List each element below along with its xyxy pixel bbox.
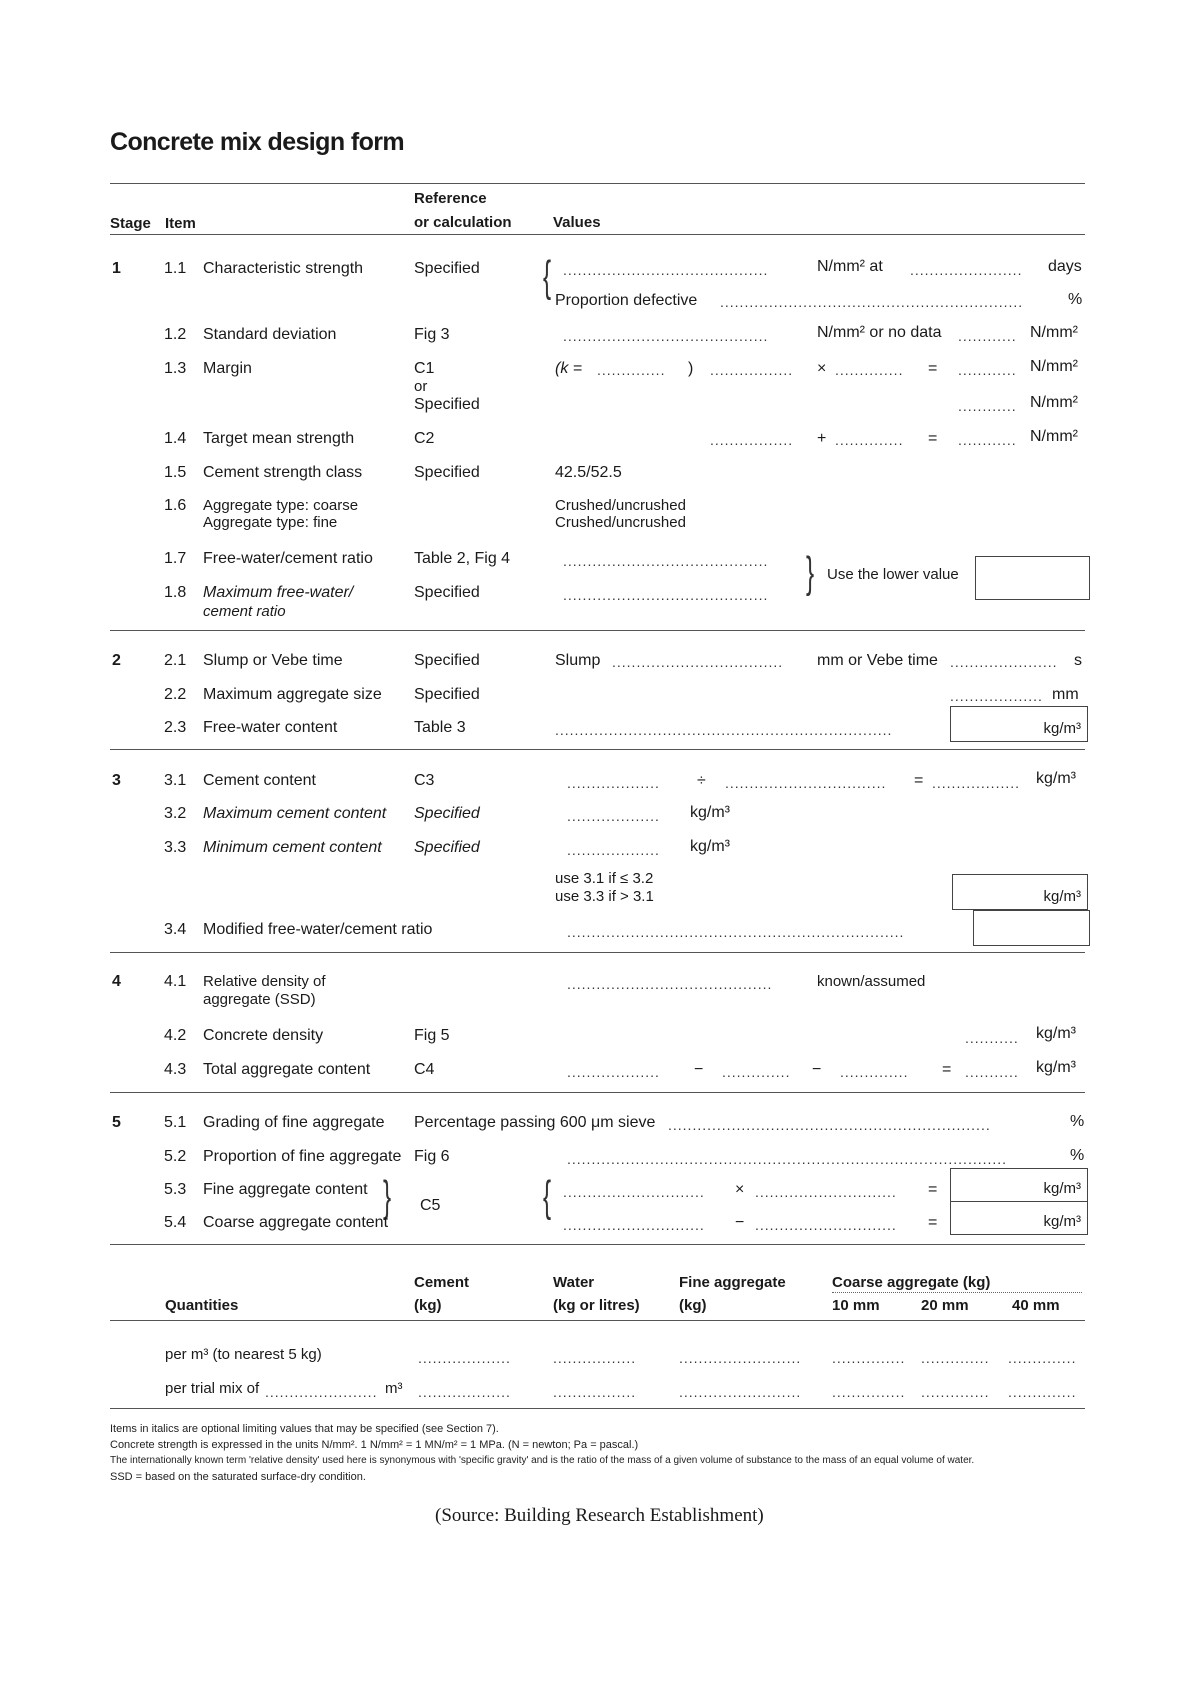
item-number: 3.1 bbox=[164, 772, 187, 789]
field-coarse-agg-b[interactable]: ............................. bbox=[755, 1217, 897, 1233]
label-proportion-defective: Proportion defective bbox=[555, 292, 698, 309]
item-margin: Margin bbox=[203, 360, 252, 377]
field-trial-20mm[interactable]: .............. bbox=[921, 1384, 990, 1400]
unit-nmm2-at: N/mm² at bbox=[817, 258, 883, 275]
item-slump-vebe: Slump or Vebe time bbox=[203, 652, 343, 669]
label-slump: Slump bbox=[555, 652, 601, 669]
col-10mm: 10 mm bbox=[832, 1297, 880, 1314]
ref-percentage-passing: Percentage passing 600 μm sieve bbox=[414, 1114, 656, 1131]
unit-kgm3: kg/m³ bbox=[1043, 1180, 1081, 1197]
unit-mm: mm bbox=[1052, 686, 1079, 703]
rule-use-3-3: use 3.3 if > 3.1 bbox=[555, 888, 654, 905]
bottom-rule bbox=[110, 1408, 1085, 1409]
ref-specified: Specified bbox=[414, 652, 480, 669]
op-minus: − bbox=[812, 1061, 822, 1078]
k-close: ) bbox=[688, 360, 694, 377]
item-fine-aggregate-content: Fine aggregate content bbox=[203, 1181, 368, 1198]
unit-nmm2: N/mm² bbox=[1030, 394, 1078, 411]
unit-kgm3: kg/m³ bbox=[1036, 1059, 1076, 1076]
brace-right: } bbox=[383, 1172, 392, 1221]
header-values: Values bbox=[553, 214, 601, 231]
brace-left: { bbox=[543, 252, 552, 301]
label-known-assumed: known/assumed bbox=[817, 973, 926, 990]
field-target-b[interactable]: .............. bbox=[835, 432, 904, 448]
item-number: 4.1 bbox=[164, 973, 187, 990]
header-rule bbox=[110, 234, 1085, 235]
ref-fig3: Fig 3 bbox=[414, 326, 450, 343]
unit-nmm2: N/mm² bbox=[1030, 358, 1078, 375]
unit-kgm3: kg/m³ bbox=[1036, 1025, 1076, 1042]
field-trial-water[interactable]: ................. bbox=[553, 1384, 637, 1400]
field-fine-agg-b[interactable]: ............................. bbox=[755, 1184, 897, 1200]
field-margin-a[interactable]: ................. bbox=[710, 362, 794, 378]
field-min-cement[interactable]: ................... bbox=[567, 842, 660, 858]
note-italics: Items in italics are optional limiting values that may be specified (see Section 7). bbox=[110, 1423, 499, 1435]
top-rule bbox=[110, 183, 1085, 184]
op-times: × bbox=[817, 360, 827, 377]
field-std-dev-value[interactable]: ............ bbox=[958, 328, 1017, 344]
unit-kgm3: kg/m³ bbox=[1043, 888, 1081, 905]
item-min-cement: Minimum cement content bbox=[203, 839, 382, 856]
item-aggregate-fine: Aggregate type: fine bbox=[203, 514, 338, 531]
quantities-rule bbox=[110, 1320, 1085, 1321]
field-vebe[interactable]: ...................... bbox=[950, 654, 1058, 670]
item-number: 4.2 bbox=[164, 1027, 187, 1044]
field-trial-cement[interactable]: ................... bbox=[418, 1384, 511, 1400]
item-modified-wc-ratio: Modified free-water/cement ratio bbox=[203, 921, 433, 938]
ref-c1: C1 bbox=[414, 360, 435, 377]
note-units: Concrete strength is expressed in the units N/mm². 1 N/mm² = 1 MN/m² = 1 MPa. (N = newton; Pa = pascal.) bbox=[110, 1439, 639, 1451]
field-cement-a[interactable]: ................... bbox=[567, 775, 660, 791]
op-equals: = bbox=[928, 1214, 938, 1231]
field-cement-result[interactable]: .................. bbox=[932, 775, 1021, 791]
item-max-wc-ratio-2: cement ratio bbox=[203, 603, 286, 620]
item-total-aggregate: Total aggregate content bbox=[203, 1061, 371, 1078]
unit-kgm3: kg/m³ bbox=[690, 838, 730, 855]
item-number: 1.6 bbox=[164, 497, 187, 514]
ref-c4: C4 bbox=[414, 1061, 435, 1078]
field-margin-b[interactable]: .............. bbox=[835, 362, 904, 378]
item-aggregate-coarse: Aggregate type: coarse bbox=[203, 497, 359, 514]
op-equals: = bbox=[928, 430, 938, 447]
field-total-agg-c[interactable]: .............. bbox=[840, 1064, 909, 1080]
field-per-m3-water[interactable]: ................. bbox=[553, 1350, 637, 1366]
field-cement-b[interactable]: ................................. bbox=[725, 775, 887, 791]
unit-no-data: N/mm² or no data bbox=[817, 324, 942, 341]
stage-rule bbox=[110, 1244, 1085, 1245]
ref-table3: Table 3 bbox=[414, 719, 466, 736]
op-equals: = bbox=[928, 1181, 938, 1198]
field-per-m3-40mm[interactable]: .............. bbox=[1008, 1350, 1077, 1366]
ref-specified: Specified bbox=[414, 686, 480, 703]
stage-rule bbox=[110, 952, 1085, 953]
item-relative-density: Relative density of bbox=[203, 973, 326, 990]
field-grading-fine[interactable]: .................................................................. bbox=[668, 1117, 991, 1133]
col-coarse-aggregate: Coarse aggregate (kg) bbox=[832, 1274, 991, 1291]
stage-3: 3 bbox=[112, 772, 121, 789]
op-equals: = bbox=[928, 360, 938, 377]
k-label: (k = bbox=[555, 360, 583, 377]
item-number: 2.2 bbox=[164, 686, 187, 703]
row-per-m3: per m³ (to nearest 5 kg) bbox=[165, 1346, 322, 1363]
brace-right: } bbox=[806, 548, 815, 597]
field-per-m3-10mm[interactable]: ............... bbox=[832, 1350, 906, 1366]
source-credit: (Source: Building Research Establishment) bbox=[435, 1505, 764, 1526]
unit-percent: % bbox=[1070, 1147, 1085, 1164]
row-per-trial-mix: per trial mix of bbox=[165, 1380, 260, 1397]
result-box-coarse-agg[interactable] bbox=[950, 1201, 1088, 1235]
field-trial-40mm[interactable]: .............. bbox=[1008, 1384, 1077, 1400]
field-per-m3-fine[interactable]: ......................... bbox=[679, 1350, 802, 1366]
item-number: 3.3 bbox=[164, 839, 187, 856]
field-days[interactable]: ....................... bbox=[910, 262, 1023, 278]
note-relative-density: The internationally known term 'relative density' used here is synonymous with 'specific gravity' and is the ratio of the mass of a given volume of substance to the mass of an equal volume of water. bbox=[110, 1455, 975, 1466]
ref-c2: C2 bbox=[414, 430, 435, 447]
field-concrete-density[interactable]: ........... bbox=[965, 1030, 1019, 1046]
field-proportion-fine[interactable]: .......................................................................................... bbox=[567, 1151, 1008, 1167]
field-strength[interactable]: .......................................... bbox=[563, 262, 769, 278]
field-trial-volume[interactable]: ....................... bbox=[265, 1384, 378, 1400]
brace-left: { bbox=[543, 1172, 552, 1221]
item-number: 4.3 bbox=[164, 1061, 187, 1078]
note-ssd: SSD = based on the saturated surface-dry condition. bbox=[110, 1471, 366, 1483]
ref-specified: Specified bbox=[414, 396, 480, 413]
item-number: 5.1 bbox=[164, 1114, 187, 1131]
value-cement-class: 42.5/52.5 bbox=[555, 464, 622, 481]
field-margin-result[interactable]: ............ bbox=[958, 362, 1017, 378]
field-free-water[interactable]: ..................................................................... bbox=[555, 722, 893, 738]
item-relative-density-2: aggregate (SSD) bbox=[203, 991, 316, 1008]
field-max-cement[interactable]: ................... bbox=[567, 808, 660, 824]
ref-table2-fig4: Table 2, Fig 4 bbox=[414, 550, 511, 567]
unit-kgm3: kg/m³ bbox=[1043, 1213, 1081, 1230]
op-minus: − bbox=[735, 1214, 745, 1231]
unit-kgm3: kg/m³ bbox=[690, 804, 730, 821]
ref-specified: Specified bbox=[414, 584, 480, 601]
field-per-m3-20mm[interactable]: .............. bbox=[921, 1350, 990, 1366]
item-number: 3.4 bbox=[164, 921, 187, 938]
col-fine-aggregate: Fine aggregate bbox=[679, 1274, 786, 1291]
item-concrete-density: Concrete density bbox=[203, 1027, 324, 1044]
item-number: 2.1 bbox=[164, 652, 187, 669]
field-slump[interactable]: ................................... bbox=[612, 654, 784, 670]
field-per-m3-cement[interactable]: ................... bbox=[418, 1350, 511, 1366]
field-total-agg-result[interactable]: ........... bbox=[965, 1064, 1019, 1080]
ref-specified: Specified bbox=[414, 805, 480, 822]
item-proportion-fine: Proportion of fine aggregate bbox=[203, 1148, 402, 1165]
item-number: 1.2 bbox=[164, 326, 187, 343]
field-wc-ratio[interactable]: .......................................... bbox=[563, 553, 769, 569]
field-k[interactable]: .............. bbox=[597, 362, 666, 378]
ref-specified: Specified bbox=[414, 260, 480, 277]
unit-days: days bbox=[1048, 258, 1082, 275]
stage-rule bbox=[110, 749, 1085, 750]
item-number: 1.4 bbox=[164, 430, 187, 447]
op-minus: − bbox=[694, 1061, 704, 1078]
item-characteristic-strength: Characteristic strength bbox=[203, 260, 364, 277]
ref-specified: Specified bbox=[414, 464, 480, 481]
col-water-unit: (kg or litres) bbox=[553, 1297, 640, 1314]
header-reference: Reference bbox=[414, 190, 487, 207]
field-proportion-defective[interactable]: .............................................................. bbox=[720, 294, 1024, 310]
item-number: 1.1 bbox=[164, 260, 187, 277]
item-number: 1.7 bbox=[164, 550, 187, 567]
item-number: 2.3 bbox=[164, 719, 187, 736]
label-use-lower: Use the lower value bbox=[827, 566, 959, 583]
field-max-aggregate[interactable]: ................... bbox=[950, 688, 1043, 704]
field-max-wc-ratio[interactable]: .......................................... bbox=[563, 587, 769, 603]
header-reference-calc: or calculation bbox=[414, 214, 512, 231]
col-20mm: 20 mm bbox=[921, 1297, 969, 1314]
stage-5: 5 bbox=[112, 1114, 121, 1131]
op-equals: = bbox=[914, 772, 924, 789]
item-target-mean-strength: Target mean strength bbox=[203, 430, 355, 447]
value-coarse-crushed: Crushed/uncrushed bbox=[555, 497, 686, 514]
item-grading-fine: Grading of fine aggregate bbox=[203, 1114, 385, 1131]
ref-fig6: Fig 6 bbox=[414, 1148, 450, 1165]
ref-c3: C3 bbox=[414, 772, 435, 789]
op-equals: = bbox=[942, 1061, 952, 1078]
item-coarse-aggregate-content: Coarse aggregate content bbox=[203, 1214, 389, 1231]
field-target-a[interactable]: ................. bbox=[710, 432, 794, 448]
unit-nmm2: N/mm² bbox=[1030, 324, 1078, 341]
coarse-underline bbox=[832, 1292, 1082, 1293]
field-modified-wc[interactable]: ..................................................................... bbox=[567, 924, 905, 940]
field-target-result[interactable]: ............ bbox=[958, 432, 1017, 448]
field-coarse-agg-a[interactable]: ............................. bbox=[563, 1217, 705, 1233]
op-times: × bbox=[735, 1181, 745, 1198]
item-number: 1.8 bbox=[164, 584, 187, 601]
form-title: Concrete mix design form bbox=[110, 128, 404, 156]
item-max-cement: Maximum cement content bbox=[203, 805, 387, 822]
ref-specified: Specified bbox=[414, 839, 480, 856]
field-trial-10mm[interactable]: ............... bbox=[832, 1384, 906, 1400]
ref-or: or bbox=[414, 378, 428, 395]
unit-nmm2: N/mm² bbox=[1030, 428, 1078, 445]
unit-percent: % bbox=[1070, 1113, 1085, 1130]
unit-s: s bbox=[1074, 652, 1082, 669]
item-number: 1.5 bbox=[164, 464, 187, 481]
item-max-wc-ratio: Maximum free-water/ bbox=[203, 584, 354, 601]
value-fine-crushed: Crushed/uncrushed bbox=[555, 514, 686, 531]
unit-mm-vebe: mm or Vebe time bbox=[817, 652, 938, 669]
op-divide: ÷ bbox=[697, 772, 706, 789]
unit-kgm3: kg/m³ bbox=[1036, 770, 1076, 787]
result-box-free-water[interactable] bbox=[950, 706, 1088, 742]
unit-m3: m³ bbox=[385, 1380, 403, 1397]
field-relative-density[interactable]: .......................................... bbox=[567, 976, 773, 992]
stage-1: 1 bbox=[112, 260, 121, 277]
ref-fig5: Fig 5 bbox=[414, 1027, 450, 1044]
col-40mm: 40 mm bbox=[1012, 1297, 1060, 1314]
stage-4: 4 bbox=[112, 973, 121, 990]
header-item: Item bbox=[165, 215, 196, 232]
item-standard-deviation: Standard deviation bbox=[203, 326, 337, 343]
field-std-dev[interactable]: .......................................... bbox=[563, 328, 769, 344]
unit-percent: % bbox=[1068, 291, 1083, 308]
col-water: Water bbox=[553, 1274, 595, 1291]
item-number: 3.2 bbox=[164, 805, 187, 822]
field-fine-agg-a[interactable]: ............................. bbox=[563, 1184, 705, 1200]
result-box-fine-agg[interactable] bbox=[950, 1168, 1088, 1202]
unit-kgm3: kg/m³ bbox=[1043, 720, 1081, 737]
item-cement-content: Cement content bbox=[203, 772, 316, 789]
result-box-cement[interactable] bbox=[952, 874, 1088, 910]
item-number: 1.3 bbox=[164, 360, 187, 377]
result-box-modified-wc[interactable] bbox=[973, 910, 1090, 946]
header-stage: Stage bbox=[110, 215, 151, 232]
col-cement: Cement bbox=[414, 1274, 470, 1291]
stage-rule bbox=[110, 630, 1085, 631]
field-total-agg-b[interactable]: .............. bbox=[722, 1064, 791, 1080]
col-cement-unit: (kg) bbox=[414, 1297, 442, 1314]
item-number: 5.2 bbox=[164, 1148, 187, 1165]
item-number: 5.4 bbox=[164, 1214, 187, 1231]
field-margin-specified[interactable]: ............ bbox=[958, 398, 1017, 414]
field-total-agg-a[interactable]: ................... bbox=[567, 1064, 660, 1080]
stage-2: 2 bbox=[112, 652, 121, 669]
col-fine-aggregate-unit: (kg) bbox=[679, 1297, 707, 1314]
item-number: 5.3 bbox=[164, 1181, 187, 1198]
quantities-label: Quantities bbox=[165, 1297, 239, 1314]
item-free-water-cement-ratio: Free-water/cement ratio bbox=[203, 550, 373, 567]
rule-use-3-1: use 3.1 if ≤ 3.2 bbox=[555, 870, 654, 887]
stage-rule bbox=[110, 1092, 1085, 1093]
item-cement-strength-class: Cement strength class bbox=[203, 464, 363, 481]
op-plus: + bbox=[817, 430, 827, 447]
ref-c5: C5 bbox=[420, 1197, 441, 1214]
result-box-wc-ratio[interactable] bbox=[975, 556, 1090, 600]
field-trial-fine[interactable]: ......................... bbox=[679, 1384, 802, 1400]
item-free-water-content: Free-water content bbox=[203, 719, 338, 736]
item-max-aggregate-size: Maximum aggregate size bbox=[203, 686, 382, 703]
